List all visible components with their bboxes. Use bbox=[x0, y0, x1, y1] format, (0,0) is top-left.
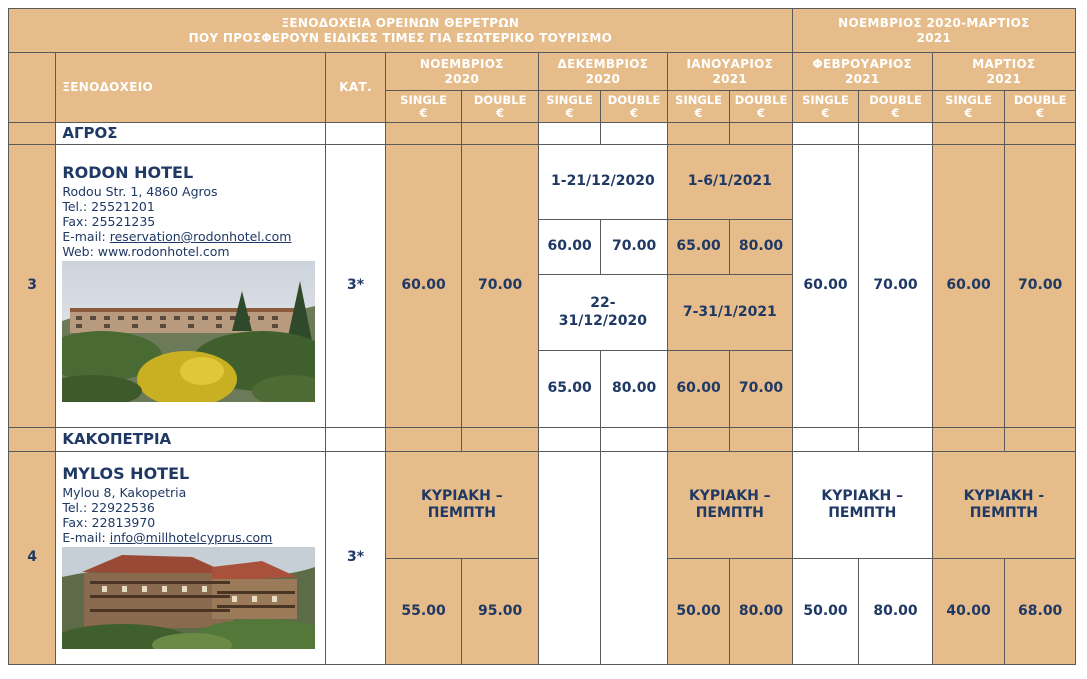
table-title-line1: ΞΕΝΟΔΟΧΕΙΑ ΟΡΕΙΝΩΝ ΘΕΡΕΤΡΩΝ bbox=[281, 16, 520, 31]
empty-cell bbox=[859, 123, 933, 145]
currency-label: € bbox=[891, 105, 900, 120]
mar-double-rodon: 70.00 bbox=[1005, 145, 1076, 428]
jan-p1-single: 65.00 bbox=[667, 220, 729, 275]
single-label: SINGLE bbox=[945, 92, 992, 107]
month-header-mar bbox=[932, 53, 1075, 91]
month-name: ΙΑΝΟΥΑΡΙΟΣ bbox=[686, 57, 774, 72]
jan-double-mylos: 80.00 bbox=[730, 559, 792, 665]
single-header bbox=[667, 91, 729, 123]
region-name-kakopetria: ΚΑΚΟΠΕΤΡΙΑ bbox=[56, 428, 326, 452]
mar-single-rodon: 60.00 bbox=[932, 145, 1005, 428]
period-title bbox=[792, 9, 1075, 53]
hotel-category-mylos: 3* bbox=[326, 452, 385, 665]
empty-cell bbox=[326, 428, 385, 452]
feb-single-rodon: 60.00 bbox=[792, 145, 858, 428]
single-label: SINGLE bbox=[802, 92, 849, 107]
dec-period-1: 1-21/12/2020 bbox=[538, 145, 667, 220]
hotel-tel: Tel.: 25521201 bbox=[62, 199, 155, 214]
period-title-line1: ΝΟΕΜΒΡΙΟΣ 2020-ΜΑΡΤΙΟΣ bbox=[838, 16, 1030, 31]
empty-cell bbox=[462, 123, 539, 145]
dec-double-mylos bbox=[601, 452, 667, 665]
dec-p2-single: 65.00 bbox=[538, 351, 600, 428]
hotel-fax: Fax: 25521235 bbox=[62, 214, 156, 229]
month-name: ΝΟΕΜΒΡΙΟΣ bbox=[419, 57, 504, 72]
hotel-tel: Tel.: 22922536 bbox=[62, 500, 155, 515]
dec-p1-double: 70.00 bbox=[601, 220, 667, 275]
dec-period-2: 22-31/12/2020 bbox=[538, 275, 667, 351]
currency-label: € bbox=[630, 105, 639, 120]
nov-days-mylos: ΚΥΡΙΑΚΗ – ΠΕΜΠΤΗ bbox=[385, 452, 538, 559]
empty-cell bbox=[601, 123, 667, 145]
period-title-line2: 2021 bbox=[916, 30, 952, 45]
hotel-index-mylos: 4 bbox=[9, 452, 56, 665]
hotel-email-link[interactable]: reservation@rodonhotel.com bbox=[109, 229, 292, 244]
empty-cell bbox=[1005, 123, 1076, 145]
empty-cell bbox=[601, 428, 667, 452]
month-name: ΦΕΒΡΟΥΑΡΙΟΣ bbox=[812, 57, 913, 72]
double-header bbox=[859, 91, 933, 123]
nov-double-rodon: 70.00 bbox=[462, 145, 539, 428]
hotel-email-line bbox=[62, 530, 319, 545]
month-header-jan bbox=[667, 53, 792, 91]
empty-cell bbox=[792, 123, 858, 145]
single-header bbox=[792, 91, 858, 123]
month-header-feb bbox=[792, 53, 932, 91]
hotel-email-line bbox=[62, 229, 319, 244]
index-header bbox=[9, 53, 56, 123]
feb-days-mylos: ΚΥΡΙΑΚΗ – ΠΕΜΠΤΗ bbox=[792, 452, 932, 559]
empty-cell bbox=[730, 428, 792, 452]
region-index-cell bbox=[9, 428, 56, 452]
empty-cell bbox=[792, 428, 858, 452]
hotel-info-rodon bbox=[56, 145, 326, 428]
month-year: 2020 bbox=[444, 71, 480, 86]
hotel-photo-mylos bbox=[62, 547, 315, 649]
empty-cell bbox=[538, 123, 600, 145]
single-label: SINGLE bbox=[546, 92, 594, 107]
empty-cell bbox=[859, 428, 933, 452]
table-title-line2: ΠΟΥ ΠΡΟΣΦΕΡΟΥΝ ΕΙΔΙΚΕΣ ΤΙΜΕΣ ΓΙΑ ΕΣΩΤΕΡΙΚΟ ΤΟΥΡΙΣΜΟ bbox=[188, 30, 613, 45]
hotel-photo-rodon bbox=[62, 261, 315, 402]
single-header bbox=[385, 91, 462, 123]
mar-days-mylos: ΚΥΡΙΑΚΗ - ΠΕΜΠΤΗ bbox=[932, 452, 1075, 559]
currency-label: € bbox=[496, 105, 505, 120]
dec-p2-double: 80.00 bbox=[601, 351, 667, 428]
hotel-name: RODON HOTEL bbox=[62, 163, 194, 182]
region-name-agros: ΑΓΡΟΣ bbox=[56, 123, 326, 145]
empty-cell bbox=[932, 123, 1005, 145]
price-table bbox=[8, 8, 1076, 665]
jan-period-2: 7-31/1/2021 bbox=[667, 275, 792, 351]
nov-single-rodon: 60.00 bbox=[385, 145, 462, 428]
table-title bbox=[9, 9, 793, 53]
category-column-header: ΚΑΤ. bbox=[326, 53, 385, 123]
double-label: DOUBLE bbox=[607, 92, 661, 107]
single-label: SINGLE bbox=[400, 92, 447, 107]
jan-p2-single: 60.00 bbox=[667, 351, 729, 428]
nov-single-mylos: 55.00 bbox=[385, 559, 462, 665]
email-label: E-mail: bbox=[62, 530, 110, 545]
feb-single-mylos: 50.00 bbox=[792, 559, 858, 665]
mar-double-mylos: 68.00 bbox=[1005, 559, 1076, 665]
double-header bbox=[730, 91, 792, 123]
empty-cell bbox=[385, 123, 462, 145]
double-header bbox=[601, 91, 667, 123]
hotel-fax: Fax: 22813970 bbox=[62, 515, 156, 530]
nov-double-mylos: 95.00 bbox=[462, 559, 539, 665]
empty-cell bbox=[932, 428, 1005, 452]
mar-single-mylos: 40.00 bbox=[932, 559, 1005, 665]
jan-p2-double: 70.00 bbox=[730, 351, 792, 428]
empty-cell bbox=[462, 428, 539, 452]
single-header bbox=[538, 91, 600, 123]
month-header-nov bbox=[385, 53, 538, 91]
currency-label: € bbox=[565, 105, 574, 120]
month-year: 2021 bbox=[986, 71, 1022, 86]
currency-label: € bbox=[757, 105, 766, 120]
hotel-index-rodon: 3 bbox=[9, 145, 56, 428]
hotel-info-mylos bbox=[56, 452, 326, 665]
empty-cell bbox=[326, 123, 385, 145]
month-header-dec bbox=[538, 53, 667, 91]
double-label: DOUBLE bbox=[473, 92, 527, 107]
hotel-address: Mylou 8, Kakopetria bbox=[62, 485, 187, 500]
month-year: 2021 bbox=[844, 71, 880, 86]
currency-label: € bbox=[694, 105, 703, 120]
currency-label: € bbox=[964, 105, 973, 120]
double-label: DOUBLE bbox=[734, 92, 788, 107]
empty-cell bbox=[730, 123, 792, 145]
double-header bbox=[462, 91, 539, 123]
currency-label: € bbox=[821, 105, 830, 120]
month-name: ΔΕΚΕΜΒΡΙΟΣ bbox=[557, 57, 649, 72]
double-label: DOUBLE bbox=[1013, 92, 1067, 107]
hotel-web: Web: www.rodonhotel.com bbox=[62, 244, 230, 259]
empty-cell bbox=[667, 428, 729, 452]
jan-days-mylos: ΚΥΡΙΑΚΗ – ΠΕΜΠΤΗ bbox=[667, 452, 792, 559]
hotel-address: Rodou Str. 1, 4860 Agros bbox=[62, 184, 218, 199]
dec-p1-single: 60.00 bbox=[538, 220, 600, 275]
jan-p1-double: 80.00 bbox=[730, 220, 792, 275]
empty-cell bbox=[1005, 428, 1076, 452]
single-label: SINGLE bbox=[675, 92, 722, 107]
hotel-email-link[interactable]: info@millhotelcyprus.com bbox=[109, 530, 273, 545]
dec-single-mylos bbox=[538, 452, 600, 665]
month-year: 2021 bbox=[712, 71, 748, 86]
hotel-category-rodon: 3* bbox=[326, 145, 385, 428]
region-index-cell bbox=[9, 123, 56, 145]
empty-cell bbox=[538, 428, 600, 452]
currency-label: € bbox=[1036, 105, 1045, 120]
empty-cell bbox=[667, 123, 729, 145]
double-header bbox=[1005, 91, 1076, 123]
feb-double-rodon: 70.00 bbox=[859, 145, 933, 428]
double-label: DOUBLE bbox=[869, 92, 922, 107]
empty-cell bbox=[385, 428, 462, 452]
jan-single-mylos: 50.00 bbox=[667, 559, 729, 665]
month-name: ΜΑΡΤΙΟΣ bbox=[972, 57, 1036, 72]
hotel-name: MYLOS HOTEL bbox=[62, 464, 190, 483]
single-header bbox=[932, 91, 1005, 123]
email-label: E-mail: bbox=[62, 229, 110, 244]
currency-label: € bbox=[419, 105, 428, 120]
hotel-column-header: ΞΕΝΟΔΟΧΕΙΟ bbox=[56, 53, 326, 123]
feb-double-mylos: 80.00 bbox=[859, 559, 933, 665]
month-year: 2020 bbox=[585, 71, 621, 86]
jan-period-1: 1-6/1/2021 bbox=[667, 145, 792, 220]
